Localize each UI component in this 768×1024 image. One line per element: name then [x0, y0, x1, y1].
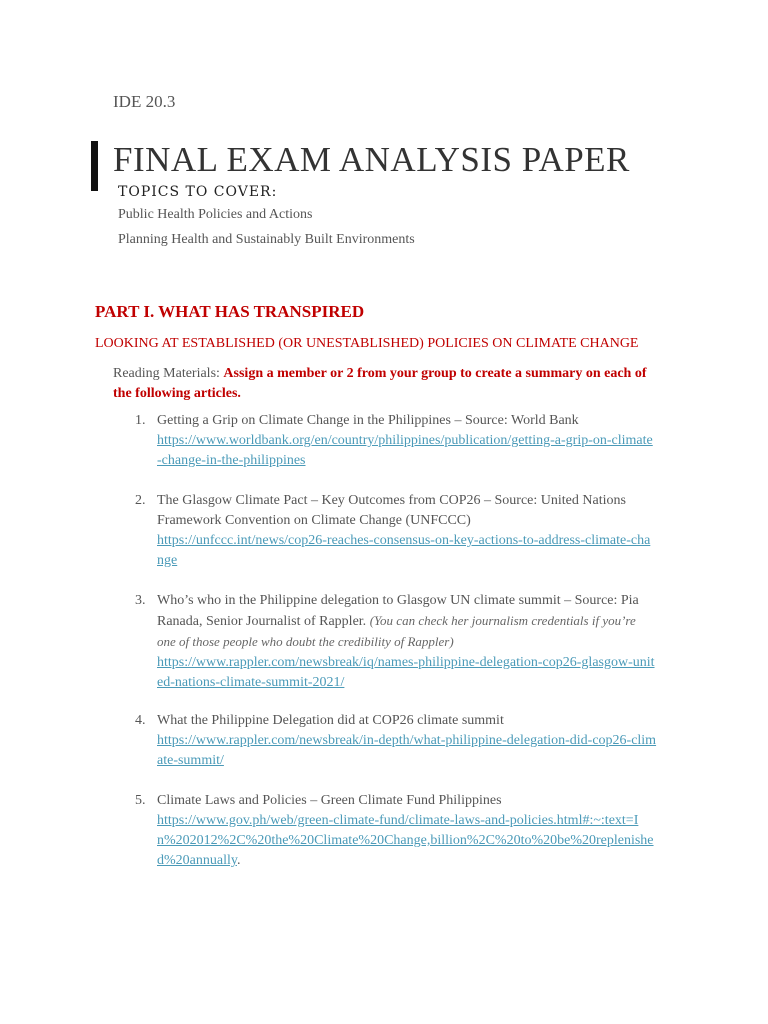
- list-number: 3.: [135, 593, 146, 608]
- link-suffix: .: [236, 853, 241, 868]
- article-link[interactable]: https://www.rappler.com/newsbreak/in-depth/what-philippine-delegation-did-cop26-climate-summit/: [157, 733, 657, 768]
- article-link[interactable]: https://www.gov.ph/web/green-climate-fund/climate-laws-and-policies.html#:~:text=In%202012%2C%20the%20Climate%20Change,billion%2C%20to%20be%20replenished%20annually: [157, 813, 654, 868]
- article-link[interactable]: https://www.worldbank.org/en/country/philippines/publication/getting-a-grip-on-climate-change-in-the-philippines: [157, 433, 653, 468]
- reading-materials: [113, 364, 653, 404]
- article-title: What the Philippine Delegation did at COP26 climate summit: [157, 713, 504, 728]
- topic-item: Planning Health and Sustainably Built Environments: [118, 232, 415, 247]
- part-heading: PART I. WHAT HAS TRANSPIRED: [95, 302, 365, 321]
- article-link[interactable]: https://www.rappler.com/newsbreak/iq/names-philippine-delegation-cop26-glasgow-united-nations-climate-summit-2021/: [157, 655, 655, 690]
- course-code: IDE 20.3: [113, 92, 176, 111]
- page-title: FINAL EXAM ANALYSIS PAPER: [113, 140, 630, 179]
- reading-instruction: Assign a member or 2 from your group to create a summary on each of the following articles.: [113, 366, 647, 401]
- topics-heading: TOPICS TO COVER:: [118, 184, 278, 200]
- list-number: 4.: [135, 713, 146, 728]
- title-accent-bar: [91, 141, 98, 191]
- article-link[interactable]: https://unfccc.int/news/cop26-reaches-consensus-on-key-actions-to-address-climate-change: [157, 533, 651, 568]
- section-subheading: LOOKING AT ESTABLISHED (OR UNESTABLISHED) POLICIES ON CLIMATE CHANGE: [95, 336, 639, 351]
- reading-label: Reading Materials:: [113, 366, 224, 381]
- list-number: 2.: [135, 493, 146, 508]
- article-title: Getting a Grip on Climate Change in the Philippines – Source: World Bank: [157, 413, 579, 428]
- article-title: Who’s who in the Philippine delegation to Glasgow UN climate summit – Source: Pia Ranada, Senior Journalist of Rappler.: [157, 593, 639, 629]
- article-title: The Glasgow Climate Pact – Key Outcomes from COP26 – Source: United Nations Framework Convention on Climate Change (UNFCCC): [157, 493, 626, 528]
- article-title: Climate Laws and Policies – Green Climate Fund Philippines: [157, 793, 502, 808]
- list-number: 5.: [135, 793, 146, 808]
- article-note: (You can check her journalism credentials if you’re one of those people who doubt the credibility of Rappler): [157, 613, 636, 649]
- topic-item: Public Health Policies and Actions: [118, 207, 313, 222]
- list-number: 1.: [135, 413, 146, 428]
